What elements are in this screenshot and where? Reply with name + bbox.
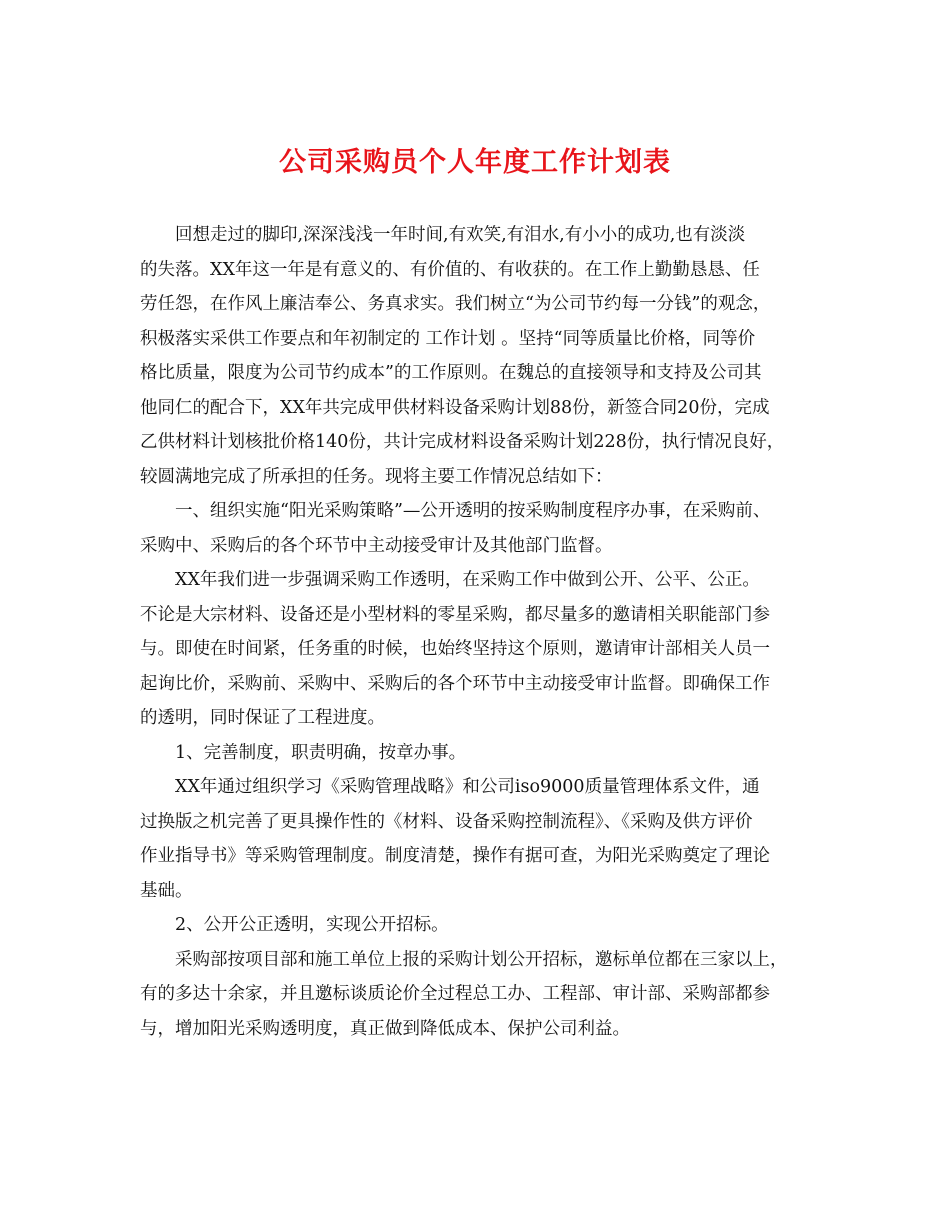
body-line: 基础。 [140,880,193,901]
body-line: 作业指导书》等采购管理制度。制度清楚，操作有据可查，为阳光采购奠定了理论 [140,846,770,866]
body-line: 劳任怨，在作风上廉洁奉公、务真求实。我们树立“为公司节约每一分钱”的观念， [140,294,771,314]
body-line: 1、完善制度，职责明确，按章办事。 [140,742,467,763]
body-line: 他同仁的配合下，XX年共完成甲供材料设备采购计划88份，新签合同20份，完成 [140,397,770,418]
body-line: 有的多达十余家，并且邀标谈质论价全过程总工办、工程部、审计部、采购部都参 [140,984,770,1004]
body-line: 格比质量，限度为公司节约成本”的工作原则。在魏总的直接领导和支持及公司其 [140,363,762,383]
body-line: XX年通过组织学习《采购管理战略》和公司iso9000质量管理体系文件，通 [140,777,760,797]
body-line: 起询比价，采购前、采购中、采购后的各个环节中主动接受审计监督。即确保工作 [140,673,770,694]
body-line: 采购中、采购后的各个环节中主动接受审计及其他部门监督。 [140,535,613,556]
body-line: 过换版之机完善了更具操作性的《材料、设备采购控制流程》、《采购及供方评价 [140,811,753,832]
body-line: 的失落。XX年这一年是有意义的、有价值的、有收获的。在工作上勤勤恳恳、任 [140,259,760,280]
document-title: 公司采购员个人年度工作计划表 [279,147,671,178]
body-line: 与，增加阳光采购透明度，真正做到降低成本、保护公司利益。 [140,1018,630,1039]
document-body [140,218,820,1046]
body-line: 不论是大宗材料、设备还是小型材料的零星采购，都尽量多的邀请相关职能部门参 [140,604,770,625]
body-line: 一、组织实施“阳光采购策略”—公开透明的按采购制度程序办事，在采购前、 [140,501,771,521]
body-line: 较圆满地完成了所承担的任务。现将主要工作情况总结如下： [140,466,613,487]
body-line: 积极落实采供工作要点和年初制定的 工作计划 。坚持“同等质量比价格，同等价 [140,328,756,349]
body-line: XX年我们进一步强调采购工作透明，在采购工作中做到公开、公平、公正。 [140,570,760,590]
body-line: 回想走过的脚印,深深浅浅一年时间,有欢笑,有泪水,有小小的成功,也有淡淡 [140,225,746,245]
body-line: 的透明，同时保证了工程进度。 [140,708,385,728]
body-line: 采购部按项目部和施工单位上报的采购计划公开招标，邀标单位都在三家以上， [140,949,788,970]
body-line: 与。即使在时间紧，任务重的时候，也始终坚持这个原则，邀请审计部相关人员一 [140,639,770,659]
body-line: 乙供材料计划核批价格140份，共计完成材料设备采购计划228份，执行情况良好， [140,432,785,452]
body-line: 2、公开公正透明，实现公开招标。 [140,915,449,935]
